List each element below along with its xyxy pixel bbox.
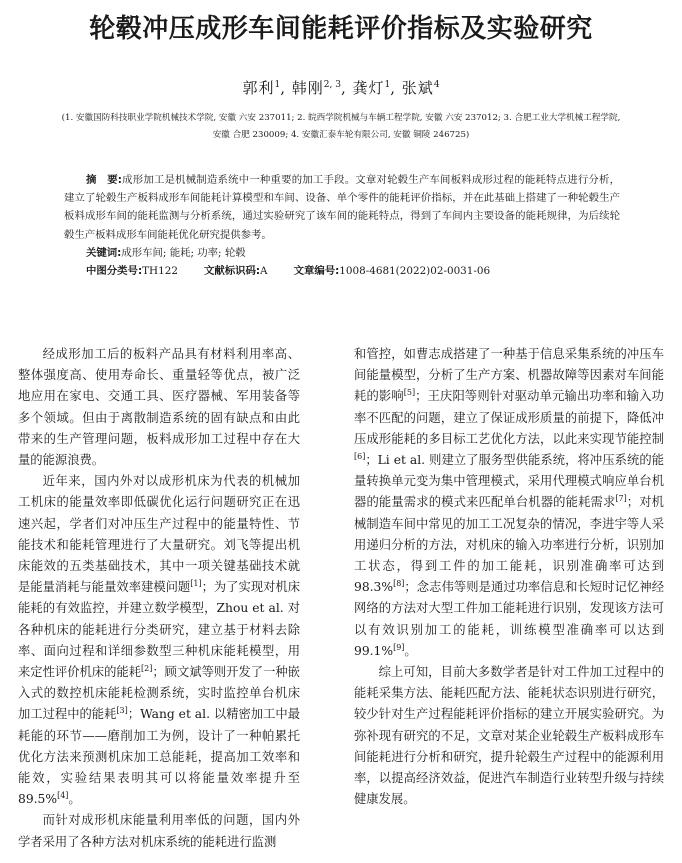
paper-title: 轮毂冲压成形车间能耗评价指标及实验研究 [89,14,593,44]
text-run: 。 [404,643,417,658]
author-name: 郭利 [242,79,275,97]
author-affiliation-mark: 1 [384,80,391,90]
body-paragraph [18,471,300,810]
author-list: 郭利$^1$, 韩刚$^{2, 3}$, 龚灯$^1$, 张斌$^4$ [242,79,440,97]
doc-code-value: A [260,265,268,278]
affiliation-line: 安徽 合肥 230009; 4. 安徽汇泰车轮有限公司, 安徽 铜陵 246725) [212,130,470,140]
body-paragraph [354,344,664,662]
affiliations [18,110,664,144]
author-name: 韩刚 [291,79,324,97]
text-run: ；念志伟等则是通过功率信息和长短时记忆神经网络的方法对大型工件加工能耗进行识别，发现该方法可以有效识别加工的能耗，训练模型准确率可以达到 99.1% [354,580,664,658]
citation: [5] [403,388,416,398]
body-paragraph: 而针对成形机床能量利用率低的问题，国内外学者采用了各种方法对机床系统的能耗进行监测 [18,813,300,849]
article-no-value: 1008-4681(2022)02-0031-06 [339,265,491,278]
text-run: ；Li et al. 则建立了服务型供能系统，将冲压系统的能量转换单元变为集中管理模式，采用代理模式响应单台机器的能量需求的模式来匹配单台机器的能耗需求 [354,453,664,510]
abstract-text: 成形加工是机械制造系统中一种重要的加工手段。文章对轮毂生产车间板料成形过程的能耗特点进行分析，建立了轮毂生产板料成形车间能耗计算模型和车间、设备、单个零件的能耗评价指标，并在此基础上搭建了一种轮毂生产板料成形车间的能耗监测与分析系统，通过实验研究了该车间的能耗特点，得到了车间内主要设备的能耗规律，为后续轮毂生产板料成形车间能耗优化研究提供参考。 [64,174,621,241]
keywords-text: 成形车间; 能耗; 功率; 轮毂 [121,246,246,259]
abstract-block [64,171,620,280]
body-paragraph: 经成形加工后的板料产品具有材料利用率高、整体强度高、使用寿命长、重量轻等优点，被广泛地应用在家电、交通工具、医疗器械、军用装备等多个领域。但由于离散制造系统的固有缺点和由此带来的生产管理问题，板料成形加工过程中存在大量的能源浪费。 [18,347,300,468]
doc-code-label: 文献标识码: [203,265,261,278]
citation: [1] [190,579,202,589]
author-name: 张斌 [401,79,434,97]
citation: [3] [116,706,128,716]
text-run: ；对机械制造车间中常见的加工工况复杂的情况，李进宇等人采用递归分析的方法，对机床的输入功率进行分析，识别加工状态，得到工件的加工能耗，识别准确率可达到 98.3% [354,495,664,595]
clc-value: TH122 [142,265,178,278]
clc-label: 中图分类号: [86,265,143,278]
citation: [7] [615,494,627,504]
keywords-label: 关键词: [86,246,122,259]
text-run: ；Wang et al. 以精密加工中最耗能的环节——磨削加工为例，设计了一种帕累托优化方法来预测机床加工总能耗，提高加工效率和能效，实验结果表明其可以将能量效率提升至 89.5% [18,707,300,807]
text-run: ；顾文斌等则开发了一种嵌入式的数控机床能耗检测系统，实时监控单台机床加工过程中的能耗 [18,665,300,722]
affiliation-line: (1. 安徽国防科技职业学院机械技术学院, 安徽 六安 237011; 2. 皖西学院机械与车辆工程学院, 安徽 六安 237012; 3. 合肥工业大学机械工程学院, [61,113,621,123]
classification-line [86,262,620,280]
text-run: 近年来，国内外对以成形机床为代表的机械加工机床的能量效率即低碳优化运行问题研究正在迅速兴起，学者们对冲压生产过程中的能量特性、节能技术和能耗管理进行了大量研究。刘飞等提出机床能效的五类基础技术，其中一项关键基础技术就是能量消耗与能量效率建模问题 [18,474,300,595]
keywords [86,244,620,262]
text-run: ；王庆阳等则针对驱动单元输出功率和输入功率不匹配的问题，建立了保证成形质量的前提下，降低冲压成形能耗的多目标工艺优化方法，以此来实现节能控制 [354,389,664,446]
body-column-left [18,344,300,853]
citation: [8] [393,579,405,589]
text-run: 和管控，如曹志成搭建了一种基于信息采集系统的冲压车间能量模型，分析了生产方案、机器故障等因素对车间能耗的影响 [354,347,664,404]
citation: [9] [393,642,405,652]
citation: [2] [141,663,153,673]
author-affiliation-mark: 4 [433,80,440,90]
author-affiliation-mark: 1 [274,80,281,90]
citation: [4] [57,791,69,801]
author-name: 龚灯 [352,79,385,97]
body-paragraph: 综上可知，目前大多数学者是针对工件加工过程中的能耗采集方法、能耗匹配方法、能耗状态识别进行研究，较少针对生产过程能耗评价指标的建立开展实验研究。为弥补现有研究的不足，文章对某企业轮毂生产板料成形车间能耗进行分析和研究，提升轮毂生产过程中的能源利用率，以提高经济效益，促进汽车制造行业转型升级与持续健康发展。 [354,665,664,807]
body-column-right [354,344,664,810]
author-affiliation-mark: 2, 3 [323,80,341,90]
text-run: ；为了实现对机床能耗的有效监控，并建立数学模型，Zhou et al. 对各种机床的能耗进行分类研究，建立基于材料去除率、面向过程和详细参数型三种机床能耗模型，用来定性评价机床的能耗 [18,580,300,680]
article-no-label: 文章编号: [293,265,340,278]
abstract [64,171,620,244]
citation: [6] [354,451,366,461]
text-run: 。 [68,792,81,807]
abstract-label: 摘 要: [86,174,122,186]
